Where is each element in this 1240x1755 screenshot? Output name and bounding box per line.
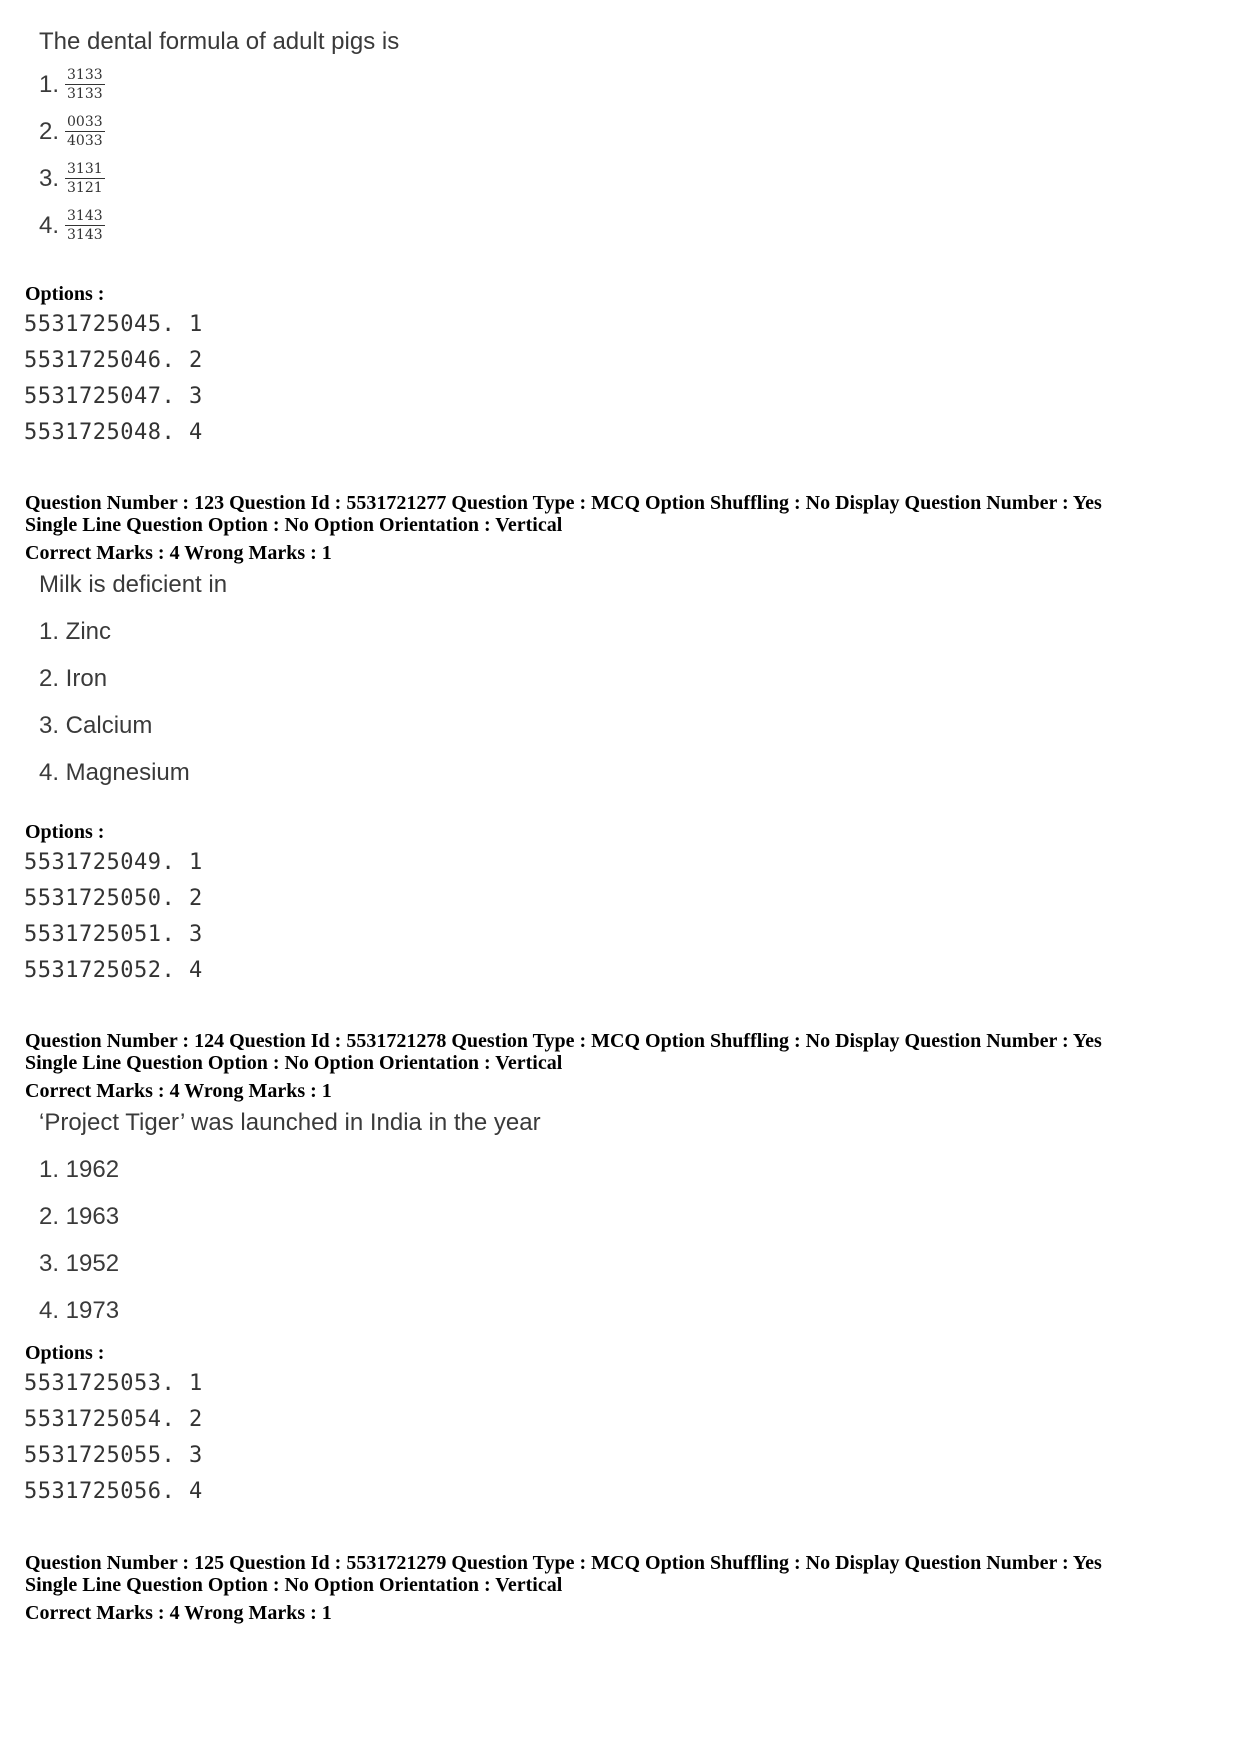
option-id: 5531725048. 4 [24, 420, 203, 445]
question-text: The dental formula of adult pigs is [39, 28, 400, 55]
option-id: 5531725049. 1 [24, 850, 203, 875]
choice-1: 1. 1962 [39, 1156, 120, 1183]
question-meta: Question Number : 124 Question Id : 5531721278 Question Type : MCQ Option Shuffling : No Display Question Number : Yes [25, 1030, 1102, 1052]
option-id: 5531725051. 3 [24, 922, 203, 947]
question-meta-2: Single Line Question Option : No Option Orientation : Vertical [25, 514, 563, 536]
option-id: 5531725047. 3 [24, 384, 203, 409]
marks-info: Correct Marks : 4 Wrong Marks : 1 [25, 1602, 332, 1624]
question-meta: Question Number : 123 Question Id : 5531721277 Question Type : MCQ Option Shuffling : No Display Question Number : Yes [25, 492, 1102, 514]
option-id: 5531725055. 3 [24, 1443, 203, 1468]
option-id: 5531725046. 2 [24, 348, 203, 373]
choice-3: 3. $\frac{3131}{3121}$ [39, 161, 103, 196]
question-text: Milk is deficient in [39, 571, 228, 598]
dental-formula-fraction: $\frac{3133}{3133}$ [67, 67, 103, 102]
option-id: 5531725053. 1 [24, 1371, 203, 1396]
dental-formula-fraction: $\frac{3131}{3121}$ [67, 161, 103, 196]
choice-3: 3. Calcium [39, 712, 153, 739]
option-id: 5531725050. 2 [24, 886, 203, 911]
options-label: Options : [25, 283, 105, 305]
question-meta: Question Number : 125 Question Id : 5531721279 Question Type : MCQ Option Shuffling : No Display Question Number : Yes [25, 1552, 1102, 1574]
choice-4: 4. $\frac{3143}{3143}$ [39, 208, 103, 243]
option-id: 5531725045. 1 [24, 312, 203, 337]
marks-info: Correct Marks : 4 Wrong Marks : 1 [25, 1080, 332, 1102]
option-id: 5531725054. 2 [24, 1407, 203, 1432]
marks-info: Correct Marks : 4 Wrong Marks : 1 [25, 542, 332, 564]
dental-formula-fraction: $\frac{3143}{3143}$ [67, 208, 103, 243]
options-label: Options : [25, 1342, 105, 1364]
dental-formula-fraction: $\frac{0033}{4033}$ [67, 114, 103, 149]
choice-2: 2. $\frac{0033}{4033}$ [39, 114, 103, 149]
choice-2: 2. 1963 [39, 1203, 120, 1230]
question-text: ‘Project Tiger’ was launched in India in the year [39, 1109, 541, 1136]
choice-4: 4. 1973 [39, 1297, 120, 1324]
option-id: 5531725052. 4 [24, 958, 203, 983]
question-meta-2: Single Line Question Option : No Option Orientation : Vertical [25, 1574, 563, 1596]
option-id: 5531725056. 4 [24, 1479, 203, 1504]
options-label: Options : [25, 821, 105, 843]
choice-1: 1. $\frac{3133}{3133}$ [39, 67, 103, 102]
question-meta-2: Single Line Question Option : No Option Orientation : Vertical [25, 1052, 563, 1074]
choice-4: 4. Magnesium [39, 759, 190, 786]
choice-3: 3. 1952 [39, 1250, 120, 1277]
choice-1: 1. Zinc [39, 618, 112, 645]
choice-2: 2. Iron [39, 665, 108, 692]
